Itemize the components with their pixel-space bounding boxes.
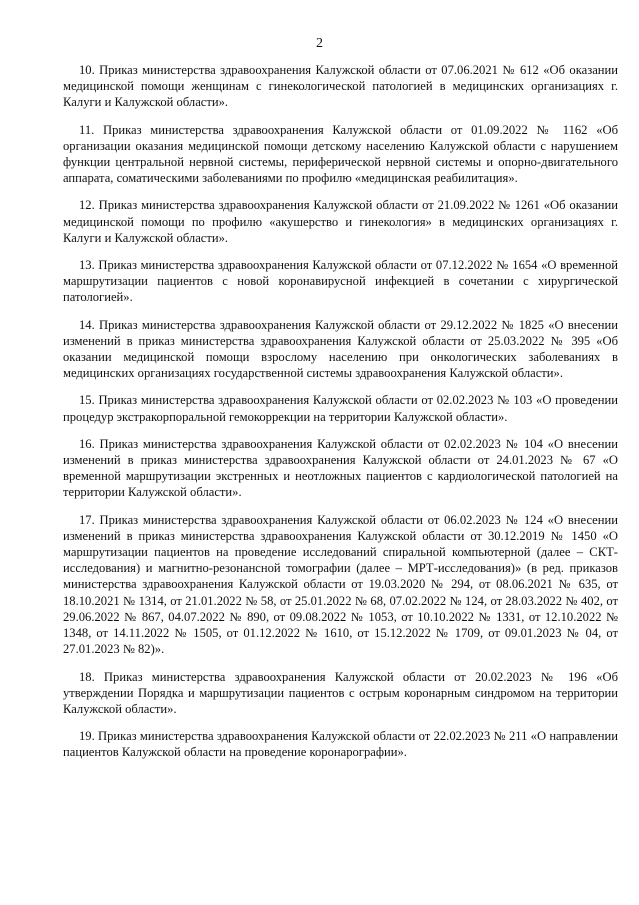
document-list <box>63 62 618 772</box>
list-item: 11. Приказ министерства здравоохранения Калужской области от 01.09.2022 № 1162 «Об организации оказания медицинской помощи детскому населению Калужской области с нарушением функции центральной нервной системы, периферической нервной системы и опорно-двигательного аппарата, соматическими заболеваниями по профилю «медицинская реабилитация». <box>63 122 618 186</box>
list-item: 12. Приказ министерства здравоохранения Калужской области от 21.09.2022 № 1261 «Об оказании медицинской помощи по профилю «акушерство и гинекология» в медицинских организациях г. Калуги и Калужской области». <box>63 198 618 245</box>
list-item: 13. Приказ министерства здравоохранения Калужской области от 07.12.2022 № 1654 «О временной маршрутизации пациентов с новой коронавирусной инфекцией в сочетании с хирургической патологией». <box>63 258 618 305</box>
page-number: 2 <box>316 36 323 51</box>
list-item: 18. Приказ министерства здравоохранения Калужской области от 20.02.2023 № 196 «Об утверждении Порядка и маршрутизации пациентов с острым коронарным синдромом на территории Калужской области». <box>63 669 618 716</box>
list-item: 10. Приказ министерства здравоохранения Калужской области от 07.06.2021 № 612 «Об оказании медицинской помощи женщинам с гинекологической патологией в медицинских организациях г. Калуги и Калужской области». <box>63 63 618 110</box>
list-item: 14. Приказ министерства здравоохранения Калужской области от 29.12.2022 № 1825 «О внесении изменений в приказ министерства здравоохранения Калужской области от 25.03.2022 № 395 «Об оказании медицинской помощи взрослому населению при онкологических заболеваниях в медицинских организациях государственной системы здравоохранения Калужской области». <box>63 317 618 381</box>
list-item: 15. Приказ министерства здравоохранения Калужской области от 02.02.2023 № 103 «О проведении процедур экстракорпоральной гемокоррекции на территории Калужской области». <box>63 393 618 424</box>
list-item: 16. Приказ министерства здравоохранения Калужской области от 02.02.2023 № 104 «О внесении изменений в приказ министерства здравоохранения Калужской области от 24.01.2023 № 67 «О временной маршрутизации экстренных и неотложных пациентов с кардиологической патологией на территории Калужской области». <box>63 436 618 500</box>
list-item: 19. Приказ министерства здравоохранения Калужской области от 22.02.2023 № 211 «О направлении пациентов Калужской области на проведение коронарографии». <box>63 729 618 760</box>
list-item: 17. Приказ министерства здравоохранения Калужской области от 06.02.2023 № 124 «О внесении изменений в приказ министерства здравоохранения Калужской области от 30.12.2019 № 1450 «О маршрутизации пациентов на проведение исследований спиральной компьютерной (далее – СКТ-исследования) и магнитно-резонансной томографии (далее – МРТ-исследования)» (в ред. приказов министерства здравоохранения Калужской области от 19.03.2020 № 294, от 08.06.2021 № 635, от 18.10.2021 № 1314, от 21.01.2022 № 58, от 25.01.2022 № 68, 07.02.2022 № 124, от 28.03.2022 № 402, от 29.06.2022 № 867, 04.07.2022 № 890, от 09.08.2022 № 1053, от 10.10.2022 № 1331, от 12.10.2022 № 1348, от 14.11.2022 № 1505, от 01.12.2022 № 1610, от 15.12.2022 № 1709, от 09.01.2023 № 04, от 27.01.2023 № 82)». <box>63 512 618 657</box>
